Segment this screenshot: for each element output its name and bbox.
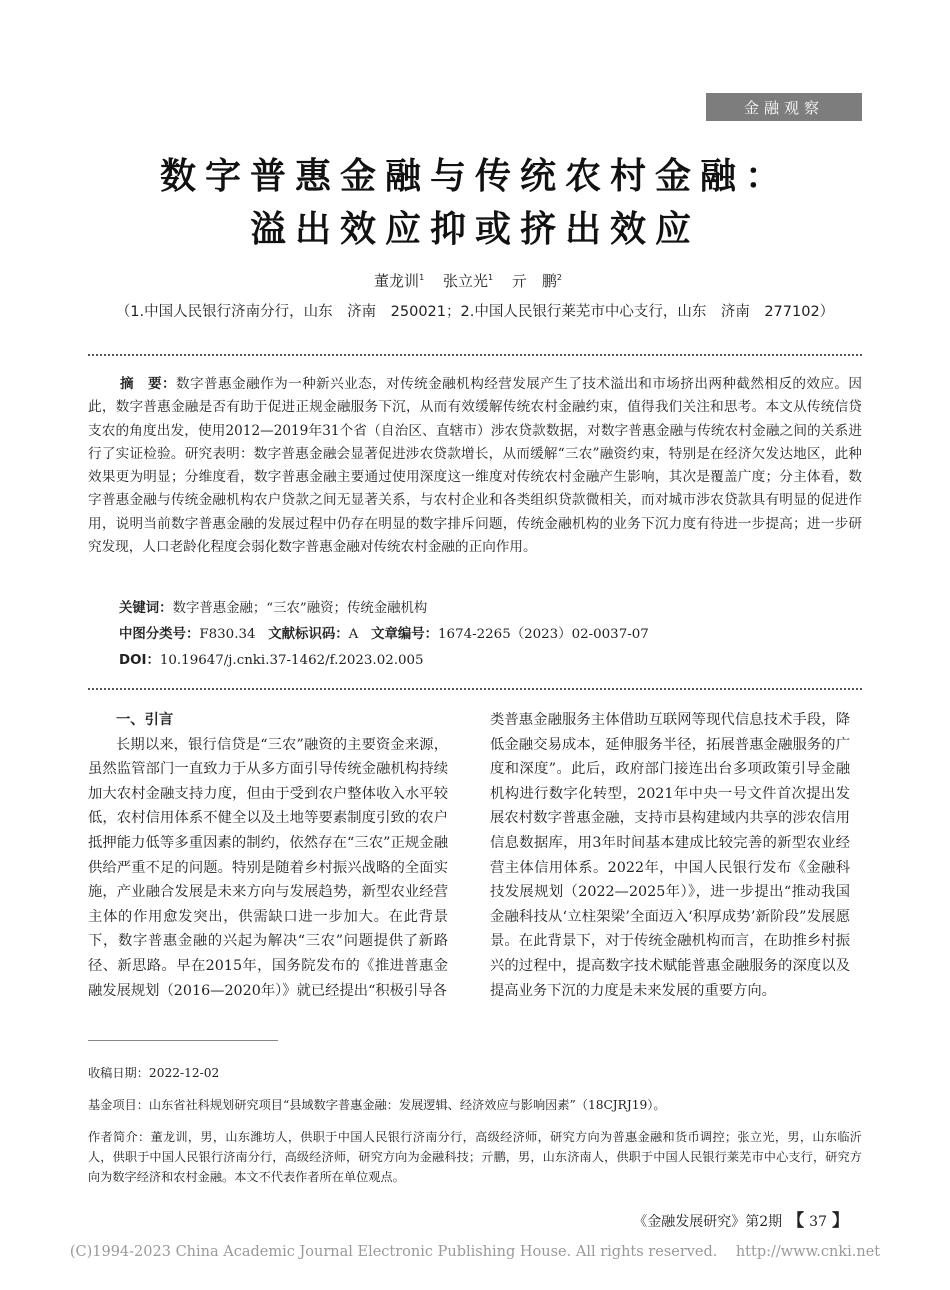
body-column-right — [490, 708, 850, 1003]
footnote-fund: 基金项目：山东省社科规划研究项目“县域数字普惠金融：发展逻辑、经济效应与影响因素”（18CJRJ19）。 — [88, 1098, 666, 1112]
abstract — [88, 373, 862, 559]
body-paragraph-continued: 类普惠金融服务主体借助互联网等现代信息技术手段，降低金融交易成本，延伸服务半径，拓展普惠金融服务的广度和深度”。此后，政府部门接连出台多项政策引导金融机构进行数字化转型，2021年中央一号文件首次提出发展农村数字普惠金融，支持市县构建域内共享的涉农信用信息数据库，用3年时间基本建成比较完善的新型农业经营主体信用体系。2022年，中国人民银行发布《金融科技发展规划（2022—2025年）》，进一步提出“推动我国金融科技从‘立柱架梁’全面迈入‘积厚成势’新阶段”发展愿景。在此背景下，对于传统金融机构而言，在助推乡村振兴的过程中，提高数字技术赋能普惠金融服务的深度以及提高业务下沉的力度是未来发展的重要方向。 — [490, 712, 850, 999]
copyright-notice: (C)1994-2023 China Academic Journal Electronic Publishing House. All rights reserved. http://www.cnki.net — [69, 1244, 881, 1260]
section-heading: 一、引言 — [116, 712, 174, 728]
dotted-divider-top — [88, 354, 862, 356]
clc-label: 中图分类号： — [119, 627, 200, 642]
keywords — [119, 597, 427, 616]
clc-value: F830.34 — [199, 627, 256, 642]
footnote-author-bio: 作者简介：董龙训，男，山东潍坊人，供职于中国人民银行济南分行，高级经济师，研究方向为普惠金融和货币调控；张立光，男，山东临沂人，供职于中国人民银行济南分行，高级经济师，研究方向为金融科技；亓鹏，男，山东济南人，供职于中国人民银行莱芜市中心支行，研究方向为数字经济和农村金融。本文不代表作者所在单位观点。 — [88, 1130, 862, 1184]
author-list — [0, 270, 950, 291]
journal-name: 《金融发展研究》第2期 — [633, 1214, 783, 1230]
doi-line — [119, 649, 424, 668]
footnote-received: 收稿日期：2022-12-02 — [88, 1066, 220, 1080]
body-paragraph: 长期以来，银行信贷是“三农”融资的主要资金来源，虽然监管部门一直致力于从多方面引导传统金融机构持续加大农村金融支持力度，但由于受到农户整体收入水平较低，农村信用体系不健全以及土地等要素制度引致的农户抵押能力低等多重因素的制约，依然存在“三农”正规金融供给严重不足的问题。特别是随着乡村振兴战略的全面实施，产业融合发展是未来方向与发展趋势，新型农业经营主体的作用愈发突出，供需缺口进一步加大。在此背景下，数字普惠金融的兴起为解决“三农”问题提供了新路径、新思路。早在2015年，国务院发布的《推进普惠金融发展规划（2016—2020年）》就已经提出“积极引导各 — [88, 736, 448, 999]
article-title-line-1: 数字普惠金融与传统农村金融： — [159, 156, 790, 197]
author-affil-mark: 1 — [487, 273, 494, 282]
classification-line — [119, 623, 649, 642]
doi-value[interactable]: 10.19647/j.cnki.37-1462/f.2023.02.005 — [159, 653, 424, 668]
footnote-rule — [88, 1040, 278, 1041]
author-affil-mark: 2 — [556, 273, 562, 282]
author-name: 亓 鹏 — [511, 272, 557, 290]
keywords-text: 数字普惠金融；“三农”融资；传统金融机构 — [172, 601, 428, 616]
article-title-line-2: 溢出效应抑或挤出效应 — [249, 209, 700, 250]
author-name: 张立光 — [442, 272, 488, 290]
article-number-label: 文章编号： — [371, 627, 439, 642]
section-tag: 金融观察 — [706, 93, 862, 121]
doc-code-value: A — [348, 627, 359, 642]
author-affil-mark: 1 — [419, 273, 425, 282]
dotted-divider-bottom — [88, 688, 862, 690]
abstract-label: 摘 要： — [120, 376, 177, 392]
article-number-value: 1674-2265（2023）02-0037-07 — [438, 627, 649, 642]
page-footer — [633, 1206, 854, 1231]
body-column-left — [88, 708, 448, 1003]
affiliation: （1.中国人民银行济南分行，山东 济南 250021；2.中国人民银行莱芜市中心支行，山东 济南 277102） — [115, 304, 835, 320]
doi-label: DOI： — [119, 653, 160, 668]
bracket-close: 】 — [832, 1211, 849, 1231]
abstract-text: 数字普惠金融作为一种新兴业态，对传统金融机构经营发展产生了技术溢出和市场挤出两种截然相反的效应。因此，数字普惠金融是否有助于促进正规金融服务下沉，从而有效缓解传统农村金融约束，值得我们关注和思考。本文从传统信贷支农的角度出发，使用2012—2019年31个省（自治区、直辖市）涉农贷款数据，对数字普惠金融与传统农村金融之间的关系进行了实证检验。研究表明：数字普惠金融会显著促进涉农贷款增长，从而缓解“三农”融资约束，特别是在经济欠发达地区，此种效果更为明显；分维度看，数字普惠金融主要通过使用深度这一维度对传统农村金融产生影响，其次是覆盖广度；分主体看，数字普惠金融与传统金融机构农户贷款之间无显著关系，与农村企业和各类组织贷款微相关，而对城市涉农贷款具有明显的促进作用，说明当前数字普惠金融的发展过程中仍存在明显的数字排斥问题，传统金融机构的业务下沉力度有待进一步提高；进一步研究发现，人口老龄化程度会弱化数字普惠金融对传统农村金融的正向作用。 — [88, 376, 862, 556]
page-number: 37 — [809, 1214, 827, 1230]
doc-code-label: 文献标识码： — [268, 627, 349, 642]
bracket-open: 【 — [787, 1211, 805, 1231]
author-name: 董龙训 — [374, 272, 420, 290]
keywords-label: 关键词： — [119, 601, 173, 616]
